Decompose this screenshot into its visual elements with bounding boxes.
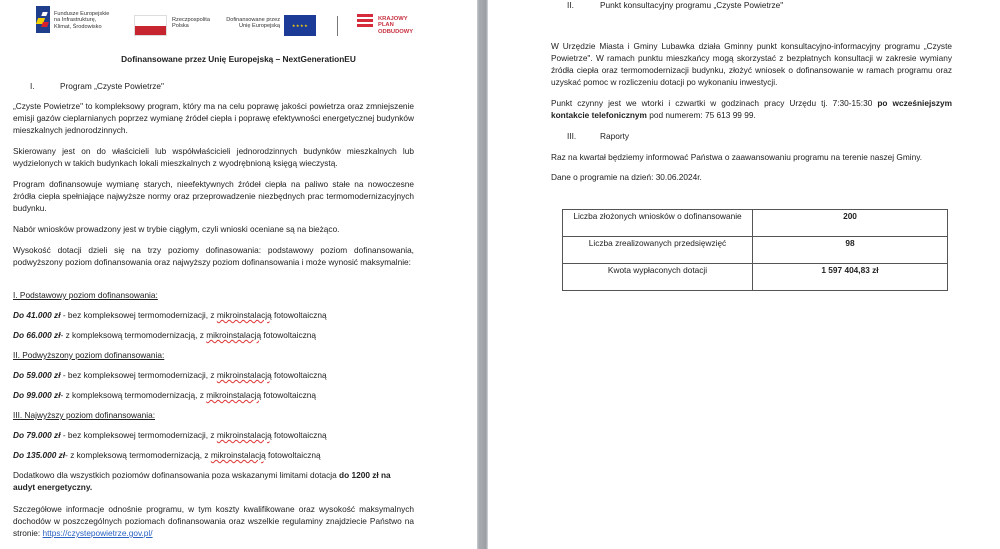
table-cell-label: Kwota wypłaconych dotacji <box>563 264 753 291</box>
amount: Do 99.000 zł <box>13 390 61 400</box>
table-row <box>563 264 948 291</box>
level-2-item-1 <box>13 369 327 381</box>
hours-bold-text: po wcześniejszym kontakcie telefonicznym <box>551 98 952 120</box>
section-title: Program „Czyste Powietrze" <box>60 81 164 91</box>
separator: - <box>60 330 66 340</box>
separator: - <box>60 370 68 380</box>
section-title: Punkt konsultacyjny programu „Czyste Powietrze" <box>600 0 784 10</box>
separator: - <box>60 310 68 320</box>
spellcheck-word[interactable]: mikroinstalacją <box>206 330 262 340</box>
logo-line: Polska <box>172 23 189 30</box>
poland-flag-icon <box>134 15 167 36</box>
item-text: fotowoltaiczną <box>271 430 327 440</box>
item-text: fotowoltaiczną <box>261 330 316 340</box>
logo-line: Klimat, Środowisko <box>54 23 102 30</box>
paragraph-intro: „Czyste Powietrze" to kompleksowy program, który ma na celu poprawę jakości powietrza oraz zmniejszenie emisji gazów cieplarnianych poprzez wymianę źródeł ciepła i poprawę efektywności energetycznej budynków mieszkalnych jednorodzinnych. <box>13 101 414 135</box>
separator: - <box>60 430 68 440</box>
separator: - <box>60 390 66 400</box>
level-1-title: I. Podstawowy poziom dofinansowania: <box>13 290 158 300</box>
spellcheck-word[interactable]: mikroinstalacją <box>216 310 272 320</box>
hours-phone-text: pod numerem: 75 613 99 99. <box>646 110 756 120</box>
hours-text: Punkt czynny jest we wtorki i czwartki w godzinach pracy Urzędu tj. 7:30-15:30 <box>551 98 878 108</box>
logo-line: Unię Europejską <box>238 23 280 30</box>
level-3-item-1 <box>13 429 327 441</box>
logo-line: Rzeczpospolita <box>172 17 210 23</box>
section-title: Raporty <box>600 131 630 141</box>
kpo-logo-text <box>378 16 413 35</box>
logo-line: PLAN <box>378 22 394 29</box>
table-cell-value: 200 <box>753 210 948 237</box>
paragraph-levels-intro: Wysokość dotacji dzieli się na trzy poziomy dofinasowania: podstawowy poziom dofinansowania, podwyższony poziom dofinansowania oraz najwyższy poziom dofinansowania i może wynosić maksymalnie: <box>13 245 414 267</box>
audit-bold-text: do 1200 zł na audyt energetyczny. <box>13 470 391 492</box>
section-number: III. <box>567 131 577 141</box>
document-page-2 <box>488 0 1000 549</box>
page-separator <box>477 0 488 549</box>
item-text: z kompleksową termomodernizacją, z <box>70 450 211 460</box>
table-cell-value: 98 <box>753 237 948 264</box>
document-page-1 <box>0 0 477 549</box>
logo-strip <box>36 6 436 34</box>
document-title: Dofinansowane przez Unię Europejską – NextGenerationEU <box>121 54 356 64</box>
eu-logo-text <box>220 17 280 30</box>
level-1-item-1 <box>13 309 327 321</box>
paragraph-consultation: W Urzędzie Miasta i Gminy Lubawka działa Gminny punkt konsultacyjno-informacyjny programu „Czyste Powietrze". W ramach punktu mieszkańcy mogą skorzystać z bezpłatnych konsultacji w zakresie wymiany źródła ciepła oraz termomodernizacji budynku, złożyć wniosek o dofinansowanie w ramach programu oraz uzyskać pomoc w rozliczeniu dotacji po wykonaniu inwestycji. <box>551 41 952 87</box>
spellcheck-word[interactable]: mikroinstalacją <box>210 450 266 460</box>
amount: Do 79.000 zł <box>13 430 61 440</box>
amount: Do 41.000 zł <box>13 310 61 320</box>
paragraph-eligibility: Skierowany jest on do właścicieli lub współwłaścicieli jednorodzinnych budynków mieszkalnych lub wydzielonych w takich budynkach lokali mieszkalnych z wyodrębnioną księgą wieczystą. <box>13 146 414 168</box>
paragraph-quarterly: Raz na kwartał będziemy informować Państwa o zaawansowaniu programu na terenie naszej Gminy. <box>551 152 923 162</box>
table-row <box>563 210 948 237</box>
table-cell-label: Liczba zrealizowanych przedsięwzięć <box>563 237 753 264</box>
item-text: fotowoltaiczną <box>271 310 327 320</box>
spellcheck-word[interactable]: mikroinstalacją <box>216 430 272 440</box>
logo-line: na Infrastrukturę, <box>54 17 97 24</box>
separator: - <box>65 450 71 460</box>
paragraph-scope: Program dofinansowuje wymianę starych, nieefektywnych źródeł ciepła na paliwo stałe na nowoczesne źródła ciepła spełniające najwyższe normy oraz przeprowadzenie niezbędnych prac termomodernizacyjnych budynku. <box>13 179 414 213</box>
table-cell-label: Liczba złożonych wniosków o dofinansowanie <box>563 210 753 237</box>
amount: Do 135.000 zł <box>13 450 66 460</box>
level-1-item-2 <box>13 329 316 341</box>
spellcheck-word[interactable]: mikroinstalacją <box>206 390 262 400</box>
program-stats-table <box>562 209 948 291</box>
item-text: z kompleksową termomodernizacją, z <box>65 390 207 400</box>
table-cell-value: 1 597 404,83 zł <box>753 264 948 291</box>
audit-text: Dodatkowo dla wszystkich poziomów dofinansowania poza wskazanymi limitami dotacja <box>13 470 340 480</box>
item-text: fotowoltaiczną <box>265 450 321 460</box>
data-date: Dane o programie na dzień: 30.06.2024r. <box>551 172 702 182</box>
paragraph-recruitment: Nabór wniosków prowadzony jest w trybie ciągłym, czyli wnioski oceniane są na bieżąco. <box>13 224 340 234</box>
table-row <box>563 237 948 264</box>
section-number: II. <box>567 0 574 10</box>
kpo-logo-icon <box>357 14 373 32</box>
level-3-title: III. Najwyższy poziom dofinansowania: <box>13 410 156 420</box>
european-funds-logo-text <box>54 11 109 30</box>
amount: Do 59.000 zł <box>13 370 61 380</box>
paragraph-opening-hours <box>551 97 952 121</box>
european-funds-logo-icon <box>36 6 50 33</box>
logo-divider <box>337 16 338 36</box>
item-text: bez kompleksowej termomodernizacji, z <box>67 370 217 380</box>
logo-line: Dofinansowane przez <box>226 17 280 23</box>
paragraph-details <box>13 503 414 539</box>
item-text: z kompleksową termomodernizacją, z <box>65 330 207 340</box>
item-text: bez kompleksowej termomodernizacji, z <box>67 430 217 440</box>
eu-flag-icon: ★★★★ <box>284 15 316 36</box>
section-number: I. <box>30 81 35 91</box>
logo-line: ODBUDOWY <box>378 28 414 35</box>
paragraph-audit <box>13 469 414 493</box>
spellcheck-word[interactable]: mikroinstalacją <box>216 370 272 380</box>
item-text: bez kompleksowej termomodernizacji, z <box>67 310 217 320</box>
item-text: fotowoltaiczną <box>271 370 327 380</box>
logo-line: Fundusze Europejskie <box>54 11 110 17</box>
level-2-item-2 <box>13 389 316 401</box>
amount: Do 66.000 zł <box>13 330 61 340</box>
level-3-item-2 <box>13 449 321 461</box>
poland-logo-text <box>172 17 210 30</box>
logo-line: KRAJOWY <box>378 16 408 22</box>
details-text: Szczegółowe informacje odnośnie programu, w tym koszty kwalifikowane oraz wysokość maksymalnych dochodów w poszczególnych poziomach dofinansowania oraz wszelkie regulaminy znajdziecie Państwo na stronie: <box>13 504 414 538</box>
program-website-link[interactable]: https://czystepowietrze.gov.pl/ <box>42 528 153 538</box>
item-text: fotowoltaiczną <box>261 390 316 400</box>
level-2-title: II. Podwyższony poziom dofinansowania: <box>13 350 165 360</box>
